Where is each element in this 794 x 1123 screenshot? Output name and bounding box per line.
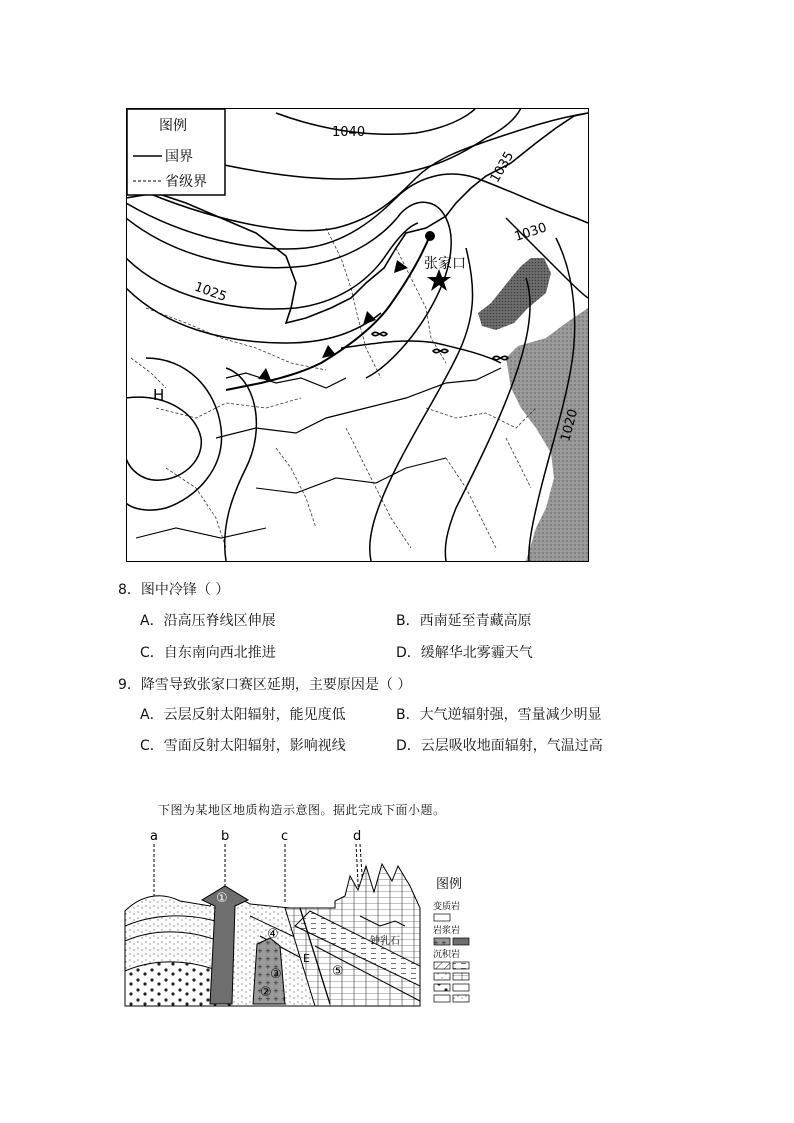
label-c: c (281, 829, 289, 844)
circled-5: ⑤ (332, 964, 344, 979)
isobar-label-1025: 1025 (192, 279, 229, 306)
isobar-label-1020: 1020 (558, 407, 582, 444)
legend-metamorphic: 变质岩 (433, 902, 461, 912)
weather-map-graphic (126, 108, 589, 562)
geology-caption: 下图为某地区地质构造示意图。据此完成下面小题。 (158, 803, 446, 817)
isobar-label-1040: 1040 (332, 125, 366, 140)
question-8-stem: 8．图中冷锋（ ） (118, 582, 230, 598)
question-9-option-b[interactable]: B．大气逆辐射强，雪量减少明显 (396, 707, 602, 723)
weather-map (126, 108, 589, 562)
label-a: a (150, 829, 158, 844)
question-8-option-c[interactable]: C．自东南向西北推进 (140, 645, 276, 661)
circled-2: ② (260, 985, 272, 1000)
isobar-label-1030: 1030 (512, 220, 549, 245)
geology-legend-title: 图例 (436, 877, 463, 892)
legend-magmatic: 岩浆岩 (433, 926, 461, 936)
high-pressure-label: H (153, 386, 165, 404)
circled-3: ③ (270, 967, 282, 982)
isobar-label-1035: 1035 (487, 149, 518, 186)
question-9-option-d[interactable]: D．云层吸收地面辐射，气温过高 (396, 738, 603, 754)
map-legend-title: 图例 (159, 118, 187, 134)
question-9-option-c[interactable]: C．雪面反射太阳辐射，影响视线 (140, 738, 346, 754)
circled-1: ① (216, 891, 228, 906)
question-8-option-a[interactable]: A．沿高压脊线区伸展 (140, 613, 276, 629)
label-d: d (353, 829, 362, 844)
legend-province-border: 省级界 (165, 174, 207, 190)
fault-label-e: E (303, 952, 310, 965)
label-b: b (221, 829, 230, 844)
geology-diagram-graphic (120, 826, 472, 1008)
circled-4: ④ (267, 927, 279, 942)
question-8-option-b[interactable]: B．西南延至青藏高原 (396, 613, 532, 629)
city-label: 张家口 (424, 256, 466, 272)
question-9-stem: 9．降雪导致张家口赛区延期，主要原因是（ ） (118, 677, 412, 693)
question-9-option-a[interactable]: A．云层反射太阳辐射，能见度低 (140, 707, 346, 723)
geology-diagram (120, 826, 472, 1008)
legend-national-border: 国界 (165, 149, 193, 165)
legend-sedimentary: 沉积岩 (433, 950, 461, 960)
question-8-option-d[interactable]: D．缓解华北雾霾天气 (396, 645, 533, 661)
stalactite-label: 钟乳石 (370, 936, 400, 947)
